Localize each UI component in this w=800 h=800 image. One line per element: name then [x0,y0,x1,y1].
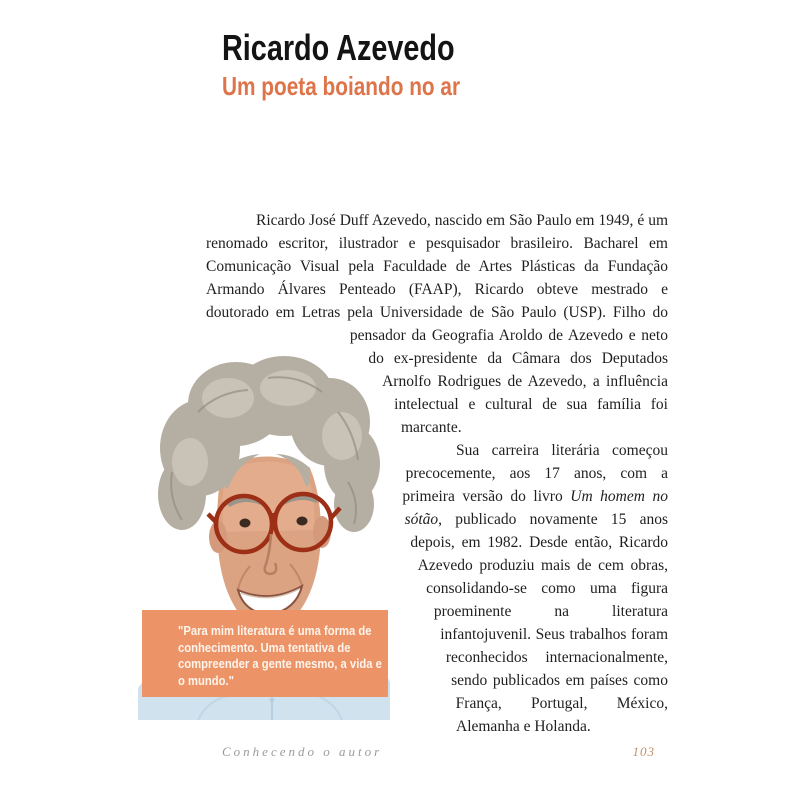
career-text-after: , publicado novamente 15 anos depois, em 1982. Desde então, Ricardo Azevedo produziu mais de cem obras, consolidando-se como uma figura proeminente na literatura infantojuvenil. Seus trabalhos foram reconhecidos internacionalmente, sendo publicados em países como França, Portugal, México, Alemanha e Holanda. [410,511,668,735]
footer-section-label: Conhecendo o autor [222,744,383,759]
quote-box [142,610,388,697]
paragraph-bio: Ricardo José Duff Azevedo, nascido em São Paulo em 1949, é um renomado escritor, ilustrador e pesquisador brasileiro. Bacharel em Comunicação Visual pela Faculdade de Artes Plásticas da Fundação Armando Álvares Penteado (FAAP), Ricardo obteve mestrado e doutorado em Letras pela Universidade de São Paulo (USP). Filho do pensador da Geografia Aroldo de Azevedo e neto do ex-presidente da Câmara dos Deputados Arnolfo Rodrigues de Azevedo, a influência intelectual e cultural de sua família foi marcante. [206,212,668,436]
career-text-before: Sua carreira literária começou precocemente, aos 17 anos, com a primeira versão do livro [402,442,668,505]
page-number: 103 [632,744,655,759]
book-title-italic: Um homem no sótão [404,488,668,528]
quote-text: "Para mim literatura é uma forma de conhecimento. Uma tentativa de compreender a gente mesmo, a vida e o mundo." [178,624,382,688]
page-title: Ricardo Azevedo [222,27,455,68]
page-subtitle: Um poeta boiando no ar [222,71,461,101]
header [222,28,520,101]
